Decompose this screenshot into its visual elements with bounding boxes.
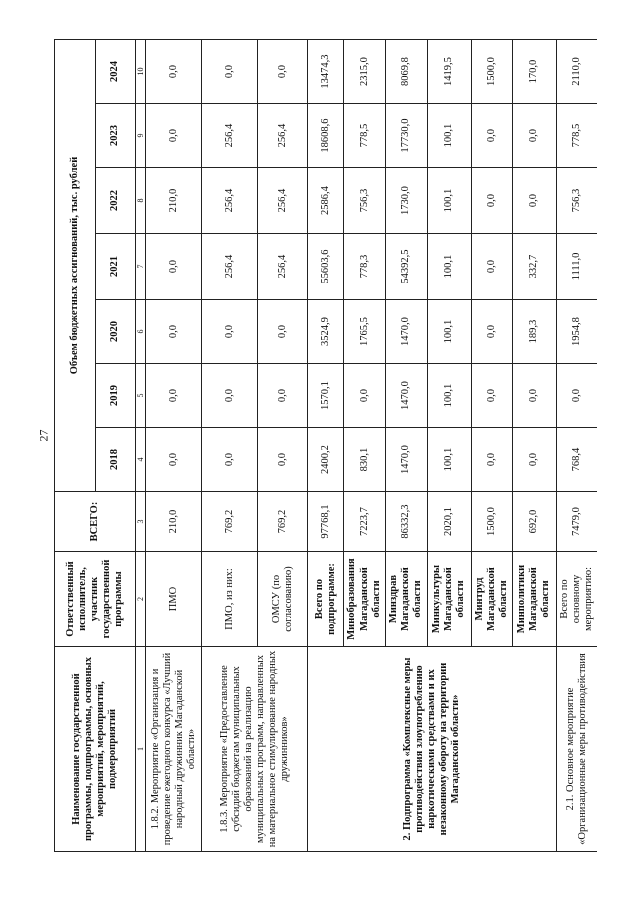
cell-value: 1470,0 xyxy=(385,428,427,492)
cell-value: 830,1 xyxy=(344,428,385,492)
column-number: 6 xyxy=(136,300,146,364)
cell-value: 1419,5 xyxy=(427,40,471,104)
cell-value: 2586,4 xyxy=(308,168,344,234)
row-executor: Минполитики Магаданской области xyxy=(512,552,556,647)
cell-value: 332,7 xyxy=(512,234,556,300)
column-number: 8 xyxy=(136,168,146,234)
cell-value: 0,0 xyxy=(146,40,202,104)
row-executor: Всего по подпрограмме: xyxy=(308,552,344,647)
column-number: 2 xyxy=(136,552,146,647)
cell-value: 2400,2 xyxy=(308,428,344,492)
header-year: 2023 xyxy=(95,104,136,168)
row-executor: ПМО xyxy=(146,552,202,647)
cell-value: 0,0 xyxy=(471,428,512,492)
header-year: 2021 xyxy=(95,234,136,300)
column-number: 4 xyxy=(136,428,146,492)
column-number: 5 xyxy=(136,364,146,428)
cell-value: 0,0 xyxy=(202,40,258,104)
cell-value: 756,3 xyxy=(556,168,597,234)
row-name: 1.8.3. Мероприятие «Предоставление субсидий бюджетам муниципальных образований на реализацию муниципальных программ, направленных на материальное стимулирование народных дружинников» xyxy=(202,647,308,852)
header-year: 2018 xyxy=(95,428,136,492)
cell-value: 0,0 xyxy=(146,428,202,492)
cell-value: 1500,0 xyxy=(471,40,512,104)
cell-value: 0,0 xyxy=(471,364,512,428)
cell-value: 768,4 xyxy=(556,428,597,492)
cell-value: 3524,9 xyxy=(308,300,344,364)
header-name: Наименование государственной программы, подпрограммы, основных мероприятий, мероприятий, подмероприятий xyxy=(55,647,136,852)
cell-total: 7223,7 xyxy=(344,492,385,552)
cell-value: 256,4 xyxy=(202,234,258,300)
cell-value: 0,0 xyxy=(146,234,202,300)
header-year: 2020 xyxy=(95,300,136,364)
cell-total: 7479,0 xyxy=(556,492,597,552)
table-row xyxy=(556,40,597,852)
cell-total: 210,0 xyxy=(146,492,202,552)
column-number: 7 xyxy=(136,234,146,300)
cell-value: 0,0 xyxy=(512,428,556,492)
cell-value: 778,5 xyxy=(556,104,597,168)
row-executor: ПМО, из них: xyxy=(202,552,258,647)
cell-value: 0,0 xyxy=(471,104,512,168)
row-executor: Минкультуры Магаданской области xyxy=(427,552,471,647)
cell-value: 0,0 xyxy=(258,364,308,428)
cell-total: 769,2 xyxy=(258,492,308,552)
header-total: ВСЕГО: xyxy=(55,492,136,552)
cell-value: 0,0 xyxy=(258,300,308,364)
cell-value: 170,0 xyxy=(512,40,556,104)
row-executor: Минобразования Магаданской области xyxy=(344,552,385,647)
table-row xyxy=(146,40,202,852)
cell-total: 2020,1 xyxy=(427,492,471,552)
cell-value: 55603,6 xyxy=(308,234,344,300)
cell-value: 189,3 xyxy=(512,300,556,364)
cell-value: 0,0 xyxy=(512,168,556,234)
cell-value: 1765,5 xyxy=(344,300,385,364)
cell-value: 100,1 xyxy=(427,104,471,168)
cell-value: 256,4 xyxy=(258,104,308,168)
cell-value: 0,0 xyxy=(471,234,512,300)
cell-total: 692,0 xyxy=(512,492,556,552)
cell-value: 256,4 xyxy=(258,168,308,234)
cell-value: 0,0 xyxy=(258,40,308,104)
cell-total: 1500,0 xyxy=(471,492,512,552)
cell-value: 778,5 xyxy=(344,104,385,168)
cell-value: 210,0 xyxy=(146,168,202,234)
cell-value: 1730,0 xyxy=(385,168,427,234)
cell-value: 0,0 xyxy=(202,428,258,492)
cell-value: 17730,0 xyxy=(385,104,427,168)
header-year: 2024 xyxy=(95,40,136,104)
cell-value: 0,0 xyxy=(512,364,556,428)
cell-value: 100,1 xyxy=(427,168,471,234)
cell-value: 0,0 xyxy=(471,300,512,364)
cell-value: 0,0 xyxy=(202,300,258,364)
cell-value: 1570,1 xyxy=(308,364,344,428)
cell-value: 0,0 xyxy=(258,428,308,492)
cell-value: 8069,8 xyxy=(385,40,427,104)
cell-value: 0,0 xyxy=(344,364,385,428)
cell-value: 256,4 xyxy=(202,168,258,234)
header-budget-group: Объем бюджетных ассигнований, тыс. рублей xyxy=(55,40,96,492)
cell-value: 2315,0 xyxy=(344,40,385,104)
cell-value: 256,4 xyxy=(258,234,308,300)
cell-value: 756,3 xyxy=(344,168,385,234)
cell-value: 1111,0 xyxy=(556,234,597,300)
page-number: 27 xyxy=(36,429,51,442)
cell-value: 0,0 xyxy=(146,300,202,364)
row-executor: ОМСУ (по согласованию) xyxy=(258,552,308,647)
cell-total: 86332,3 xyxy=(385,492,427,552)
cell-value: 100,1 xyxy=(427,300,471,364)
cell-value: 2110,0 xyxy=(556,40,597,104)
cell-value: 1470,0 xyxy=(385,364,427,428)
cell-value: 0,0 xyxy=(556,364,597,428)
cell-value: 54392,5 xyxy=(385,234,427,300)
column-number-row xyxy=(136,40,146,852)
row-executor: Минтруд Магаданской области xyxy=(471,552,512,647)
cell-total: 769,2 xyxy=(202,492,258,552)
header-row-1 xyxy=(55,40,96,852)
cell-total: 97768,1 xyxy=(308,492,344,552)
cell-value: 100,1 xyxy=(427,428,471,492)
cell-value: 778,3 xyxy=(344,234,385,300)
appropriations-table-container xyxy=(54,40,597,852)
row-name: 2.1. Основное мероприятие «Организационные меры противодействия xyxy=(556,647,597,852)
row-name: 2. Подпрограмма «Комплексные меры противодействия злоупотреблению наркотическими средствами и их незаконному обороту на территории Магаданской области» xyxy=(308,647,556,852)
cell-value: 1954,8 xyxy=(556,300,597,364)
cell-value: 0,0 xyxy=(202,364,258,428)
row-executor: Минздрав Магаданской области xyxy=(385,552,427,647)
cell-value: 100,1 xyxy=(427,364,471,428)
column-number: 3 xyxy=(136,492,146,552)
column-number: 10 xyxy=(136,40,146,104)
cell-value: 1470,0 xyxy=(385,300,427,364)
header-year: 2022 xyxy=(95,168,136,234)
cell-value: 0,0 xyxy=(471,168,512,234)
cell-value: 100,1 xyxy=(427,234,471,300)
table-row xyxy=(308,40,344,852)
cell-value: 256,4 xyxy=(202,104,258,168)
cell-value: 0,0 xyxy=(512,104,556,168)
header-year: 2019 xyxy=(95,364,136,428)
row-executor: Всего по основному мероприятию: xyxy=(556,552,597,647)
cell-value: 0,0 xyxy=(146,364,202,428)
appropriations-table xyxy=(54,39,597,852)
table-row xyxy=(202,40,258,852)
row-name: 1.8.2. Мероприятие «Организация и проведение ежегодного конкурса «Лучший народный дружинник Магаданской области» xyxy=(146,647,202,852)
header-executor: Ответственный исполнитель, участник государственной программы xyxy=(55,552,136,647)
cell-value: 13474,3 xyxy=(308,40,344,104)
cell-value: 18608,6 xyxy=(308,104,344,168)
cell-value: 0,0 xyxy=(146,104,202,168)
column-number: 9 xyxy=(136,104,146,168)
column-number: 1 xyxy=(136,647,146,852)
